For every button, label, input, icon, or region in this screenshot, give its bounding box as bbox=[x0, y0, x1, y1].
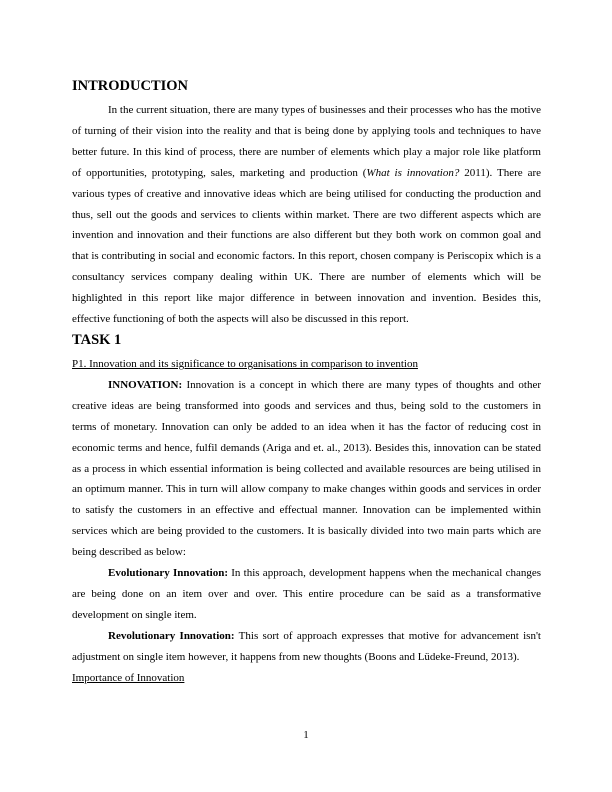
page-content bbox=[72, 76, 541, 688]
p1-subheading: P1. Innovation and its significance to organisations in comparison to invention bbox=[72, 357, 418, 370]
importance-subheading: Importance of Innovation bbox=[72, 671, 185, 684]
intro-text-part2: 2011). There are various types of creative and innovative ideas which are being utilised for conducting the production and thus, sell out the goods and services to clients within market. There are two different aspects which are invention and innovation and their functions are also different but they both work on common goal and that is contributing in social and economic factors. In this report, chosen company is Periscopix which is a consultancy services company dealing within UK. There are number of elements which will be highlighted in this report like major difference in between innovation and invention. Besides this, effective functioning of both the aspects will also be discussed in this report. bbox=[72, 166, 541, 326]
intro-text-part1: In the current situation, there are many types of businesses and their processes who has the motive of turning of their vision into the reality and that is being done by applying tools and techniques to have better future. In this kind of process, there are number of elements which play a major role like platform of opportunities, prototyping, sales, marketing and production ( bbox=[72, 104, 541, 179]
innovation-paragraph bbox=[72, 375, 541, 563]
revolutionary-label: Revolutionary Innovation: bbox=[108, 629, 235, 642]
page-number: 1 bbox=[303, 729, 309, 741]
revolutionary-paragraph bbox=[72, 626, 541, 668]
innovation-text: Innovation is a concept in which there are many types of thoughts and other creative ideas are being transformed into goods and services and thus, being sold to the customers in terms of monetary. Innovation can only be added to an idea when it has the factor of reducing cost in economic terms and hence, fulfil demands (Ariga and et. al., 2013). Besides this, innovation can be stated as a process in which essential information is being collected and available resources are being utilised in an optimum manner. This in turn will allow company to make changes within goods and services in order to satisfy the customers in an effective and effectual manner. Innovation can be implemented within services which are being provided to the customers. It is basically divided into two main parts which are being described as below: bbox=[72, 378, 541, 559]
innovation-label: INNOVATION: bbox=[108, 378, 183, 391]
introduction-heading: INTRODUCTION bbox=[72, 78, 189, 94]
task1-heading: TASK 1 bbox=[72, 331, 122, 348]
evolutionary-label: Evolutionary Innovation: bbox=[108, 567, 228, 580]
evolutionary-paragraph bbox=[72, 563, 541, 626]
intro-citation: What is innovation? bbox=[366, 166, 460, 179]
evolutionary-text: In this approach, development happens when the mechanical changes are being done on an item over and over. This entire procedure can be said as a transformative development on single item. bbox=[72, 567, 541, 621]
revolutionary-text: This sort of approach expresses that motive for advancement isn't adjustment on single item however, it happens from new thoughts (Boons and Lüdeke-Freund, 2013). bbox=[72, 629, 541, 663]
introduction-paragraph bbox=[72, 100, 541, 330]
